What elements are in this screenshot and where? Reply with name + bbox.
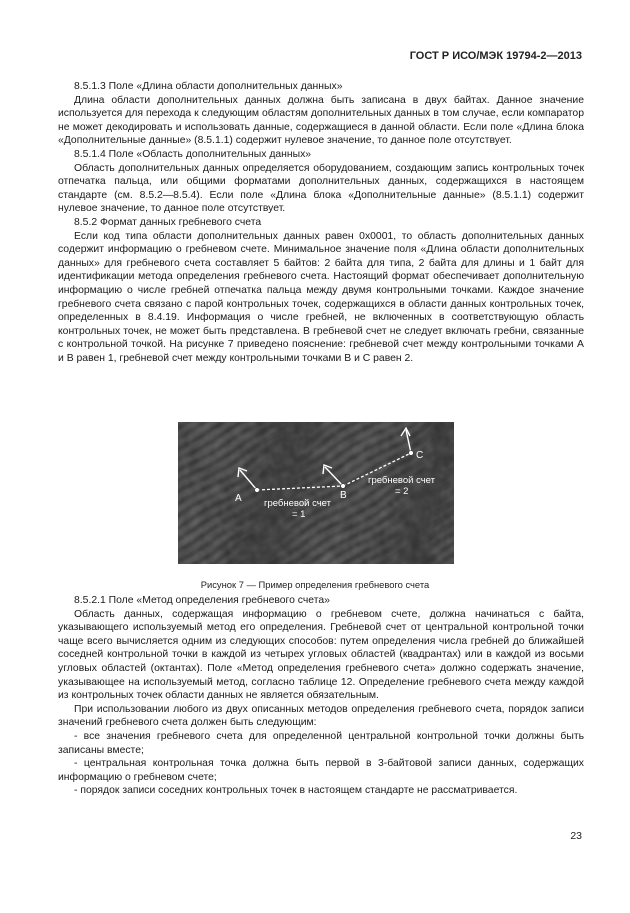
paragraph-length-field: Длина области дополнительных данных должна быть записана в двух байтах. Данное значение используется для перехода к следующим областям дополнительных данных в том случае, если компаратор не может декодировать и использовать данные, содержащиеся в данной области. Если поле «Длина блока «Дополнительные данные» (8.5.1.1) содержит нулевое значение, то данное поле отсутствует. xyxy=(58,94,584,147)
minutia-c-point xyxy=(409,451,414,456)
paragraph-method-field: Область данных, содержащая информацию о гребневом счете, должна начинаться с байта, указывающего используемый метод его определения. Гребневой счет от центральной контрольной точки чаще всего вычисляется одним из следующих способов: путем определения числа гребней до ближайшей соседней контрольной точки в каждой из четырех угловых областей (квадрантах) или в каждой из восьми угловых областей (октантах). Поле «Метод определения гребневого счета» должно содержать значение, указывающее на используемый метод, согласно таблице 12. Определение гребневого счета между каждой из контрольных точек области данных не является обязательным. xyxy=(58,608,584,702)
page-number: 23 xyxy=(570,830,582,842)
heading-8-5-1-4: 8.5.1.4 Поле «Область дополнительных данных» xyxy=(74,148,312,160)
list-item-order-3: - порядок записи соседних контрольных точек в настоящем стандарте не рассматривается. xyxy=(74,785,518,797)
heading-8-5-2-1: 8.5.2.1 Поле «Метод определения гребневого счета» xyxy=(74,595,330,606)
section-8-5-2-1-text xyxy=(58,594,584,798)
paragraph-order-intro: При использовании любого из двух описанных методов определения гребневого счета, порядок записи значений гребневого счета должен быть следующим: xyxy=(58,703,584,729)
standard-header: ГОСТ Р ИСО/МЭК 19794-2—2013 xyxy=(409,50,582,62)
paragraph-data-area: Область дополнительных данных определяется оборудованием, создающим запись контрольных точек отпечатка пальца, или общими форматами дополнительных данных, содержащихся в настоящем стандарте (см. 8.5.2—8.5.4). Если поле «Длина блока «Дополнительные данные» (8.5.1.1) содержит нулевое значение, то данное поле отсутствует. xyxy=(58,162,584,215)
list-item-order-2: - центральная контрольная точка должна быть первой в 3-байтовой записи данных, содержащих информацию о гребневом счете; xyxy=(58,758,584,783)
label-a: A xyxy=(235,493,242,504)
fingerprint-figure xyxy=(178,422,454,564)
paragraph-ridge-count-format: Если код типа области дополнительных данных равен 0x0001, то область дополнительных данных содержит информацию о гребневом счете. Минимальное значение поля «Длина области дополнительных данных» для гребневого счета составляет 5 байтов: 2 байта для типа, 2 байта для длины и 1 байт для идентификации метода определения гребневого счета. Настоящий формат обеспечивает дополнительную информацию о числе гребней отпечатка пальца между двумя контрольными точками. Каждое значение гребневого счета связано с парой контрольных точек, содержащихся в области данных контрольных точек, определенных в 8.4.19. Информация о числе гребней, не включенных в соответствующую область контрольных точек, не может быть представлена. В гребневой счет не следует включать гребни, связанные с контрольной точкой. На рисунке 7 приведено пояснение: гребневой счет между контрольными точками А и В равен 1, гребневой счет между контрольными точками В и С равен 2. xyxy=(58,230,584,364)
section-8-5-1-text xyxy=(58,80,584,365)
figure-caption: Рисунок 7 — Пример определения гребневого счета xyxy=(200,579,430,590)
label-c: C xyxy=(416,450,424,461)
ridge-count-2-line2: = 2 xyxy=(395,486,409,497)
fingerprint-image xyxy=(178,422,454,564)
minutia-b-point xyxy=(341,484,346,489)
ridge-count-1-line2: = 1 xyxy=(292,509,306,520)
list-item-order-1: - все значения гребневого счета для определенной центральной контрольной точки должны быть записаны вместе; xyxy=(58,730,584,756)
label-b: B xyxy=(340,490,347,501)
heading-8-5-2: 8.5.2 Формат данных гребневого счета xyxy=(74,216,262,228)
ridge-count-2-line1: гребневой счет xyxy=(368,475,435,486)
heading-8-5-1-3: 8.5.1.3 Поле «Длина области дополнительных данных» xyxy=(74,81,343,92)
ridge-count-1-line1: гребневой счет xyxy=(264,498,331,509)
minutia-a-point xyxy=(255,488,260,493)
